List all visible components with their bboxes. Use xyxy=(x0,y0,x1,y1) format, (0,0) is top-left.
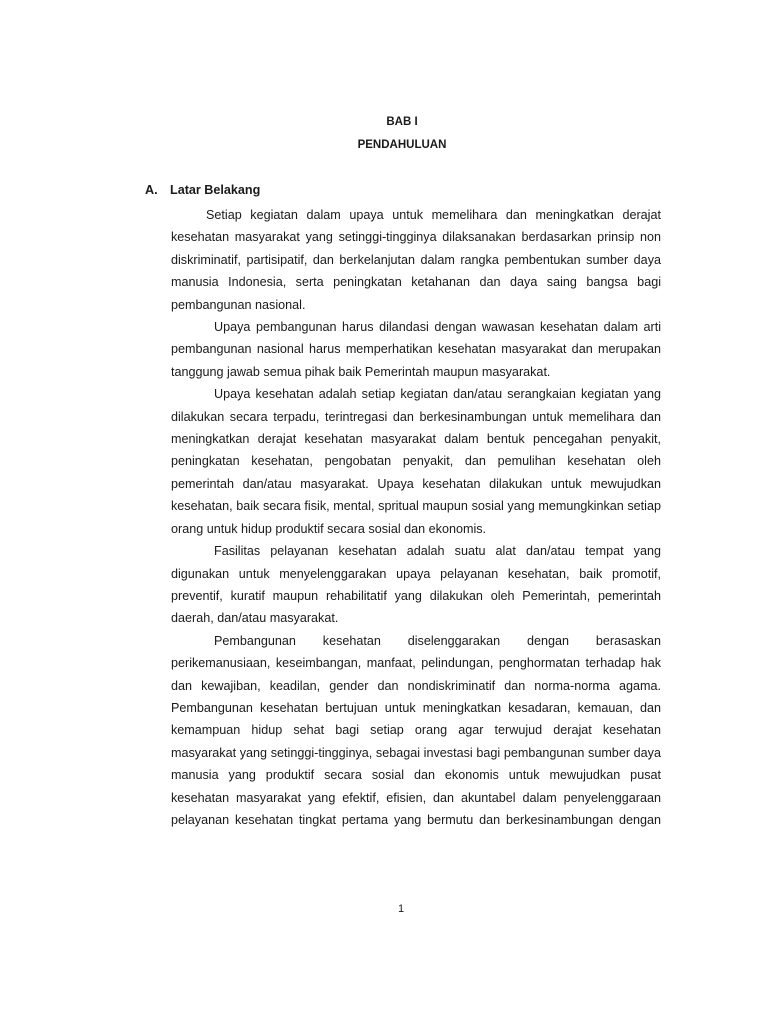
paragraph: Setiap kegiatan dalam upaya untuk memelihara dan meningkatkan derajat kesehatan masyarakat yang setinggi-tingginya dilaksanakan berdasarkan prinsip non diskriminatif, partisipatif, dan berkelanjutan dalam rangka pembentukan sumber daya manusia Indonesia, serta peningkatan ketahanan dan daya saing bangsa bagi pembangunan nasional. xyxy=(171,208,661,312)
paragraph: Upaya kesehatan adalah setiap kegiatan dan/atau serangkaian kegiatan yang dilakukan secara terpadu, terintregasi dan berkesinambungan untuk memelihara dan meningkatkan derajat kesehatan masyarakat dalam bentuk pencegahan penyakit, peningkatan kesehatan, pengobatan penyakit, dan pemulihan kesehatan oleh pemerintah dan/atau masyarakat. Upaya kesehatan dilakukan untuk mewujudkan kesehatan, baik secara fisik, mental, spritual maupun sosial yang memungkinkan setiap orang untuk hidup produktif secara sosial dan ekonomis. xyxy=(171,387,661,536)
section-letter: A. xyxy=(145,183,158,197)
chapter-title: BAB I xyxy=(386,116,418,128)
body-text xyxy=(171,204,661,831)
chapter-subtitle: PENDAHULUAN xyxy=(357,139,447,151)
paragraph: Upaya pembangunan harus dilandasi dengan wawasan kesehatan dalam arti pembangunan nasional harus memperhatikan kesehatan masyarakat dan merupakan tanggung jawab semua pihak baik Pemerintah maupun masyarakat. xyxy=(171,320,661,379)
paragraph: Fasilitas pelayanan kesehatan adalah suatu alat dan/atau tempat yang digunakan untuk menyelenggarakan upaya pelayanan kesehatan, baik promotif, preventif, kuratif maupun rehabilitatif yang dilakukan oleh Pemerintah, pemerintah daerah, dan/atau masyarakat. xyxy=(171,544,661,626)
section-title: Latar Belakang xyxy=(170,183,261,197)
paragraph: Pembangunan kesehatan diselenggarakan dengan berasaskan perikemanusiaan, keseimbangan, manfaat, pelindungan, penghormatan terhadap hak dan kewajiban, keadilan, gender dan nondiskriminatif dan norma-norma agama. Pembangunan kesehatan bertujuan untuk meningkatkan kesadaran, kemauan, dan kemampuan hidup sehat bagi setiap orang agar terwujud derajat kesehatan masyarakat yang setinggi-tingginya, sebagai investasi bagi pembangunan sumber daya manusia yang produktif secara sosial dan ekonomis untuk mewujudkan pusat kesehatan masyarakat yang efektif, efisien, dan akuntabel dalam penyelenggaraan pelayanan kesehatan tingkat pertama yang bermutu dan berkesinambungan dengan xyxy=(171,633,661,827)
section-heading xyxy=(145,183,260,197)
page-number: 1 xyxy=(397,903,405,915)
